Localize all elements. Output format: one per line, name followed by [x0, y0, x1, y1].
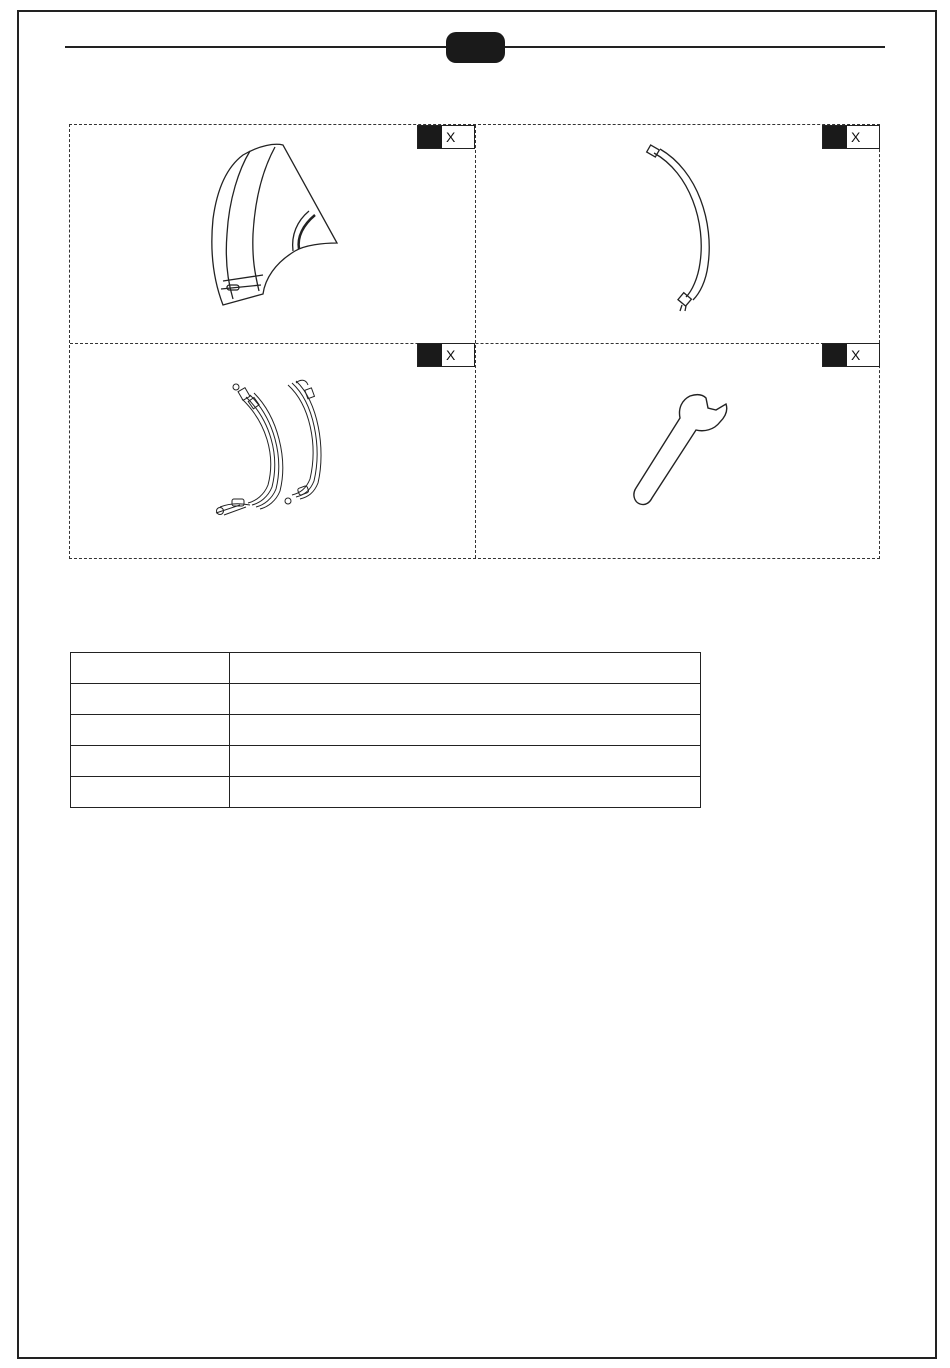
table-row: [71, 715, 701, 746]
curved-tube-icon: [640, 143, 720, 313]
qty-mark: X: [851, 347, 861, 363]
qty-swatch: [418, 126, 442, 148]
table-row: [71, 653, 701, 684]
table-cell-key: [71, 715, 230, 746]
qty-swatch: [823, 126, 847, 148]
part-4-qty-tag: [822, 343, 880, 367]
table-row: [71, 684, 701, 715]
qty-mark: X: [446, 347, 456, 363]
grid-divider-vertical: [475, 125, 476, 558]
elastic-cord-icon: [210, 375, 335, 520]
table-row: [71, 746, 701, 777]
qty-swatch: [418, 344, 442, 366]
part-2-qty-tag: [822, 125, 880, 149]
wrench-icon: [628, 390, 733, 510]
table-cell-key: [71, 746, 230, 777]
part-1-qty-tag: [417, 125, 475, 149]
table-cell-key: [71, 777, 230, 808]
page-badge: [446, 32, 505, 63]
qty-swatch: [823, 344, 847, 366]
table-cell-value: [230, 746, 701, 777]
table-row: [71, 777, 701, 808]
table-cell-value: [230, 653, 701, 684]
table-cell-value: [230, 777, 701, 808]
qty-mark: X: [446, 129, 456, 145]
part-3-qty-tag: [417, 343, 475, 367]
parts-grid: [69, 124, 880, 559]
table-cell-value: [230, 715, 701, 746]
cover-panel-icon: [205, 139, 345, 309]
table-cell-key: [71, 684, 230, 715]
table-cell-key: [71, 653, 230, 684]
spec-table: [70, 652, 701, 808]
table-cell-value: [230, 684, 701, 715]
qty-mark: X: [851, 129, 861, 145]
